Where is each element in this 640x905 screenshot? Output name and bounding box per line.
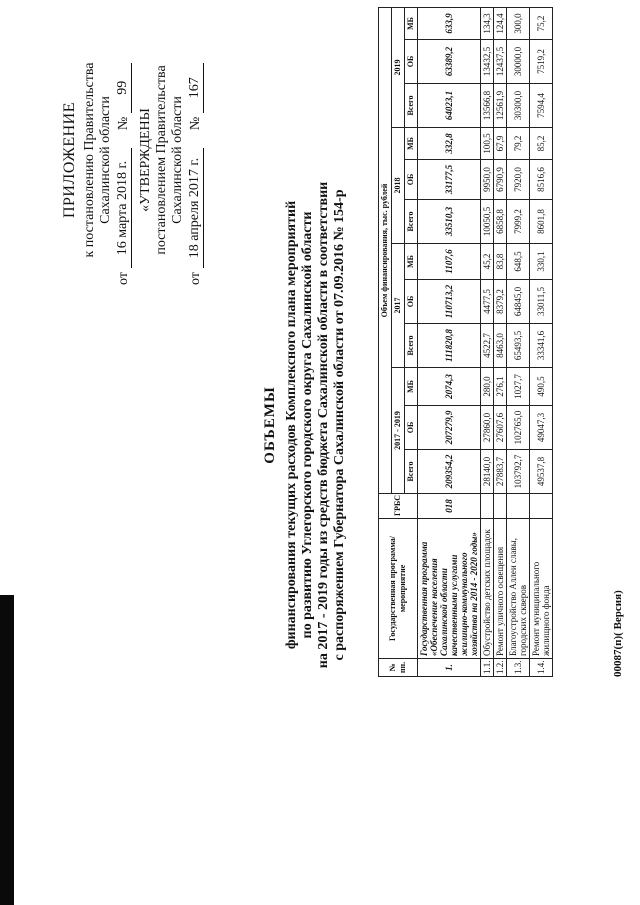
appendix-date-row (115, 35, 132, 285)
header-sub: ОБ (405, 40, 418, 84)
row-value: 30300,0 (507, 84, 530, 128)
row-value: 33341,6 (530, 324, 553, 368)
row-value: 207279,9 (418, 406, 481, 450)
row-value: 10050,5 (481, 200, 494, 244)
header-sub: Всего (405, 324, 418, 368)
row-value: 7594,4 (530, 84, 553, 128)
row-value: 102765,0 (507, 406, 530, 450)
row-value: 8379,2 (494, 280, 507, 324)
header-sub: МБ (405, 8, 418, 40)
row-number: 1. (418, 659, 481, 677)
row-value: 332,8 (418, 128, 481, 160)
header-period: 2017 (392, 244, 405, 368)
table-row (418, 8, 481, 677)
row-value: 7920,0 (507, 160, 530, 200)
approved-date: 18 апреля 2017 г. (187, 148, 204, 268)
appendix-block (62, 35, 132, 285)
row-value: 63389,2 (418, 40, 481, 84)
row-name: Ремонт уличного освещения (494, 519, 507, 659)
row-value: 124,4 (494, 8, 507, 40)
header-sub: МБ (405, 368, 418, 406)
row-value: 111820,8 (418, 324, 481, 368)
heading-title: ОБЪЕМЫ (262, 386, 278, 464)
row-value: 7519,2 (530, 40, 553, 84)
table-row (530, 8, 553, 677)
row-value: 7999,2 (507, 200, 530, 244)
header-sub: ОБ (405, 406, 418, 450)
header-sub: ОБ (405, 280, 418, 324)
row-value: 103792,7 (507, 450, 530, 494)
approved-block (138, 35, 204, 285)
table-row (494, 8, 507, 677)
row-grbs (481, 494, 494, 519)
row-value: 33177,5 (418, 160, 481, 200)
approved-date-row (187, 35, 204, 285)
row-value: 49047,3 (530, 406, 553, 450)
header-sub: Всего (405, 84, 418, 128)
row-value: 28140,0 (481, 450, 494, 494)
row-value: 13566,8 (481, 84, 494, 128)
row-value: 49537,8 (530, 450, 553, 494)
header-period: 2019 (392, 8, 405, 128)
row-value: 2074,3 (418, 368, 481, 406)
row-value: 30000,0 (507, 40, 530, 84)
approved-line2: Сахалинской области (170, 96, 185, 224)
row-grbs (530, 494, 553, 519)
row-value: 110713,2 (418, 280, 481, 324)
row-value: 633,9 (418, 8, 481, 40)
appendix-date: 16 марта 2018 г. (115, 148, 132, 268)
row-value: 64845,0 (507, 280, 530, 324)
row-value: 134,3 (481, 8, 494, 40)
row-value: 12437,5 (494, 40, 507, 84)
row-value: 79,2 (507, 128, 530, 160)
header-num: № пп. (379, 659, 418, 677)
row-value: 33011,5 (530, 280, 553, 324)
row-value: 100,5 (481, 128, 494, 160)
approved-line1: постановлением Правительства (154, 65, 169, 255)
row-number: 1.2. (494, 659, 507, 677)
row-value: 64023,1 (418, 84, 481, 128)
row-value: 1027,7 (507, 368, 530, 406)
row-value: 27607,6 (494, 406, 507, 450)
table-row (507, 8, 530, 677)
row-number: 1.1. (481, 659, 494, 677)
appendix-number: 99 (115, 63, 132, 113)
row-name: Обустройство детских площадок (481, 519, 494, 659)
row-grbs (494, 494, 507, 519)
row-value: 8516,6 (530, 160, 553, 200)
header-sub: МБ (405, 128, 418, 160)
row-value: 33510,3 (418, 200, 481, 244)
row-value: 12561,9 (494, 84, 507, 128)
row-value: 75,2 (530, 8, 553, 40)
row-value: 27883,7 (494, 450, 507, 494)
heading-line2: по развитию Углегорского городского округа Сахалинской области (300, 211, 315, 639)
row-value: 8463,0 (494, 324, 507, 368)
row-value: 280,0 (481, 368, 494, 406)
header-period: 2018 (392, 128, 405, 244)
approved-no-sign: № (188, 116, 203, 131)
row-grbs (507, 494, 530, 519)
appendix-title: ПРИЛОЖЕНИЕ (61, 102, 78, 219)
row-value: 4522,7 (481, 324, 494, 368)
appendix-line1: к постановлению Правительства (82, 62, 97, 258)
row-value: 65493,5 (507, 324, 530, 368)
approved-number: 167 (187, 63, 204, 113)
row-name: Ремонт муниципального жилищного фонда (530, 519, 553, 659)
footer-version: 00087(п)( Версия) (612, 590, 624, 677)
row-value: 45,2 (481, 244, 494, 280)
header-sub: Всего (405, 450, 418, 494)
row-value: 6858,8 (494, 200, 507, 244)
row-value: 648,5 (507, 244, 530, 280)
row-value: 1107,6 (418, 244, 481, 280)
row-grbs: 018 (418, 494, 481, 519)
row-value: 27860,0 (481, 406, 494, 450)
row-value: 276,1 (494, 368, 507, 406)
row-value: 67,9 (494, 128, 507, 160)
row-number: 1.4. (530, 659, 553, 677)
row-number: 1.3. (507, 659, 530, 677)
volumes-table (378, 7, 553, 677)
approved-from: от (188, 272, 203, 285)
row-value: 9950,0 (481, 160, 494, 200)
header-sub: ОБ (405, 160, 418, 200)
row-value: 83,8 (494, 244, 507, 280)
appendix-line2: Сахалинской области (98, 96, 113, 224)
header-period: 2017 - 2019 (392, 368, 405, 494)
row-value: 85,2 (530, 128, 553, 160)
row-value: 209354,2 (418, 450, 481, 494)
row-value: 8601,8 (530, 200, 553, 244)
document-heading (262, 175, 348, 675)
header-sub: МБ (405, 244, 418, 280)
heading-line3: на 2017 - 2019 годы из средств бюджета Сахалинской области в соответствии (316, 181, 331, 669)
row-value: 300,0 (507, 8, 530, 40)
header-volume: Объем финансирования, тыс. рублей (379, 8, 392, 494)
appendix-from: от (116, 272, 131, 285)
row-value: 6790,9 (494, 160, 507, 200)
row-value: 330,1 (530, 244, 553, 280)
row-name: Государственная программа «Обеспечение населения Сахалинской области качественными услугами жилищно-коммунального хозяйства на 2014 - 2020 годы» (418, 519, 481, 659)
heading-line1: финансирования текущих расходов Комплексного плана мероприятий (284, 200, 299, 650)
table-row (481, 8, 494, 677)
heading-line4: с распоряжением Губернатора Сахалинской области от 07.09.2016 № 154-р (332, 189, 347, 661)
row-value: 490,5 (530, 368, 553, 406)
header-grbs: ГРБС (379, 494, 418, 519)
row-value: 4477,5 (481, 280, 494, 324)
header-sub: Всего (405, 200, 418, 244)
approved-line0: «УТВЕРЖДЕНЫ (138, 108, 153, 212)
appendix-no-sign: № (116, 116, 131, 131)
header-name: Государственная программа/мероприятие (379, 519, 418, 659)
row-name: Благоустройство Аллеи славы, городских скверов (507, 519, 530, 659)
row-value: 13432,5 (481, 40, 494, 84)
table-body (418, 8, 553, 677)
